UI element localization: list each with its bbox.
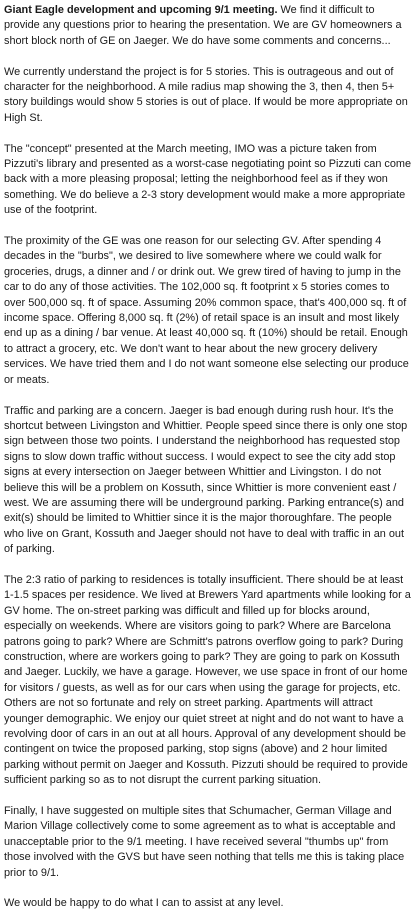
email-subject: Giant Eagle development and upcoming 9/1 meeting. [4,4,278,16]
paragraph-traffic: Traffic and parking are a concern. Jaeger is bad enough during rush hour. It's the shortcut between Livingston and Whittier. People speed since there is only one stop sign between those two points. I understand the neighborhood has requested stop signs to slow down traffic without success. I would expect to see the city add stop signs at every intersection on Jaeger between Whittier and Livingston. I do not believe this will be a problem on Kossuth, since Whittier is more convenient east / west. We are assuming there will be underground parking. Parking entrance(s) and exit(s) should be limited to Whittier since it is the major thoroughfare. The people who live on Grant, Kossuth and Jaeger should not have to deal with traffic in an out of parking. [4,404,408,556]
paragraph-retail-space: The proximity of the GE was one reason for our selecting GV. After spending 4 decades in the "burbs", we desired to live somewhere where we could walk for groceries, drugs, a dinner and / or drink out. We grew tired of having to jump in the car to do any of those activities. The 102,000 sq. ft footprint x 5 stories comes to over 500,000 sq. ft of space. Assuming 20% common space, that's 400,000 sq. ft of income space. Offering 8,000 sq. ft (2%) of retail space is an insult and most likely end up as a dining / bar venue. At least 40,000 sq. ft (10%) should be retail. Enough to attract a grocery, etc. We don't want to hear about the new grocery delivery services. We have tried them and I do not want someone else selecting our produce or meats. [4,235,409,386]
intro-paragraph [4,3,412,49]
paragraph-concept: The "concept" presented at the March meeting, IMO was a picture taken from Pizzuti's library and presented as a worst-case negotiating point so Pizzuti can come back with a more pleasing proposal; letting the neighborhood feel as if they won something. We do believe a 2-3 story development would make a more appropriate use of the footprint. [4,142,412,217]
paragraph-building-height: We currently understand the project is for 5 stories. This is outrageous and out of character for the neighborhood. A mile radius map showing the 3, then 4, then 5+ story buildings would show 5 stories is out of place. If would be more appropriate on High St. [4,65,408,124]
paragraph-coordination: Finally, I have suggested on multiple sites that Schumacher, German Village and Marion Village collectively come to some agreement as to what is acceptable and unacceptable prior to the 9/1 meeting. I have received several "thumbs up" from those involved with the GVS but have seen nothing that tells me this is taking place prior to 9/1. [4,805,405,879]
intro-text: We find it difficult to provide any questions prior to hearing the presentation. We are GV homeowners a short block north of GE on Jaeger. We do have some comments and concerns... [4,4,402,47]
closing-line: We would be happy to do what I can to assist at any level. [4,897,284,910]
paragraph-parking: The 2:3 ratio of parking to residences is totally insufficient. There should be at least 1-1.5 spaces per residence. We lived at Brewers Yard apartments while looking for a GV home. The on-street parking was difficult and filled up for blocks around, especially on weekends. Where are visitors going to park? Where are Barcelona patrons going to park? Where are Schmitt's patrons overflow going to park? During construction, where are workers going to park? They are going to park on Kossuth and Jaeger. Luckily, we have a garage. However, we use space in front of our home for visitors / guests, as well as for our cars when using the garage for projects, etc. Others are not so fortunate and rely on street parking. Apartments will attract younger demographic. We enjoy our quiet street at night and do not want to have a revolving door of cars in an out at all hours. Approval of any development should be contingent on twice the proposed parking, stop signs (above) and 2 hour limited parking without permit on Jaeger and Kossuth. Pizzuti should be required to provide sufficient parking so as to not disrupt the current parking situation. [4,573,411,787]
